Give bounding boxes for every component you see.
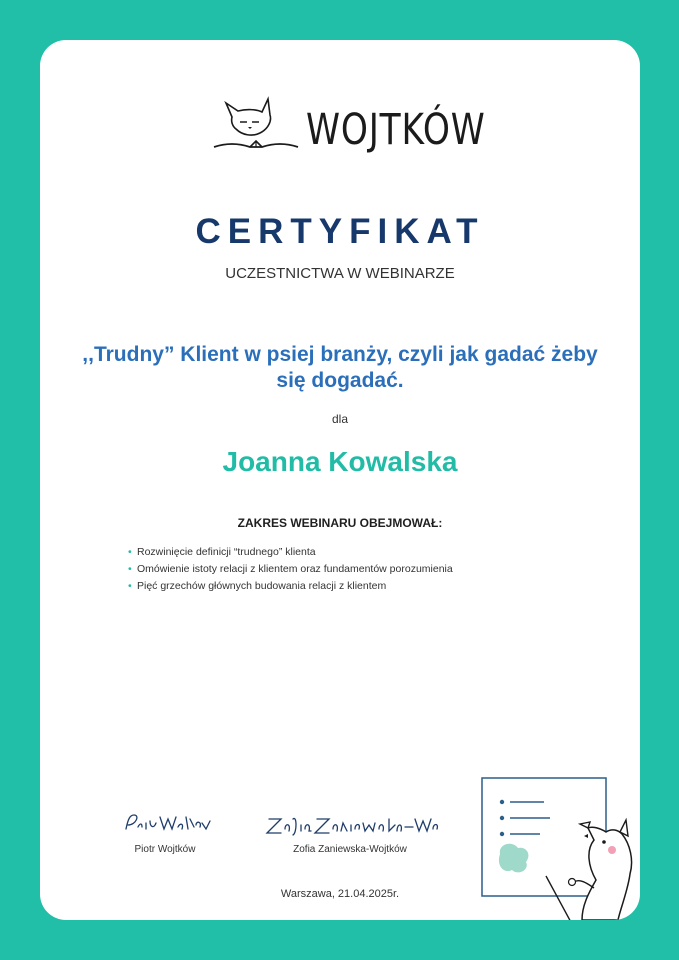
- recipient-name: Joanna Kowalska: [222, 446, 458, 477]
- signature-name: Zofia Zaniewska-Wojtków: [293, 844, 407, 855]
- dog-book-logo-icon: [212, 95, 302, 161]
- place-date: Warszawa, 21.04.2025r.: [280, 888, 400, 900]
- webinar-title: ,,Trudny” Klient w psiej branży, czyli jak gadać żeby się dogadać.: [82, 343, 598, 392]
- scope-item-label: Omówienie istoty relacji z klientem oraz fundamentów porozumienia: [137, 563, 453, 575]
- signature-block: [110, 805, 220, 855]
- handwritten-signature: [245, 805, 455, 841]
- bullet-icon: •: [128, 563, 132, 575]
- list-item: [128, 578, 453, 595]
- dog-presenter-illustration-icon: [470, 770, 640, 920]
- brand-name: WOJTKÓW: [306, 105, 486, 155]
- bullet-icon: •: [128, 546, 132, 558]
- certificate-subtitle: UCZESTNICTWA W WEBINARZE: [225, 265, 455, 282]
- signature-name: Piotr Wojtków: [134, 844, 196, 855]
- for-label: dla: [331, 412, 348, 426]
- list-item: [128, 544, 453, 561]
- signature-block: [245, 805, 455, 855]
- scope-heading: ZAKRES WEBINARU OBEJMOWAŁ:: [237, 516, 443, 530]
- brand-logo: [40, 95, 640, 165]
- scope-item-label: Pięć grzechów głównych budowania relacji z klientem: [137, 580, 387, 592]
- certificate-title: CERTYFIKAT: [195, 212, 485, 251]
- list-item: [128, 561, 453, 578]
- certificate-sheet: [40, 40, 640, 920]
- scope-item-label: Rozwinięcie definicji “trudnego” klienta: [137, 546, 316, 558]
- scope-list: [128, 544, 453, 595]
- bullet-icon: •: [128, 580, 132, 592]
- handwritten-signature: [110, 805, 220, 841]
